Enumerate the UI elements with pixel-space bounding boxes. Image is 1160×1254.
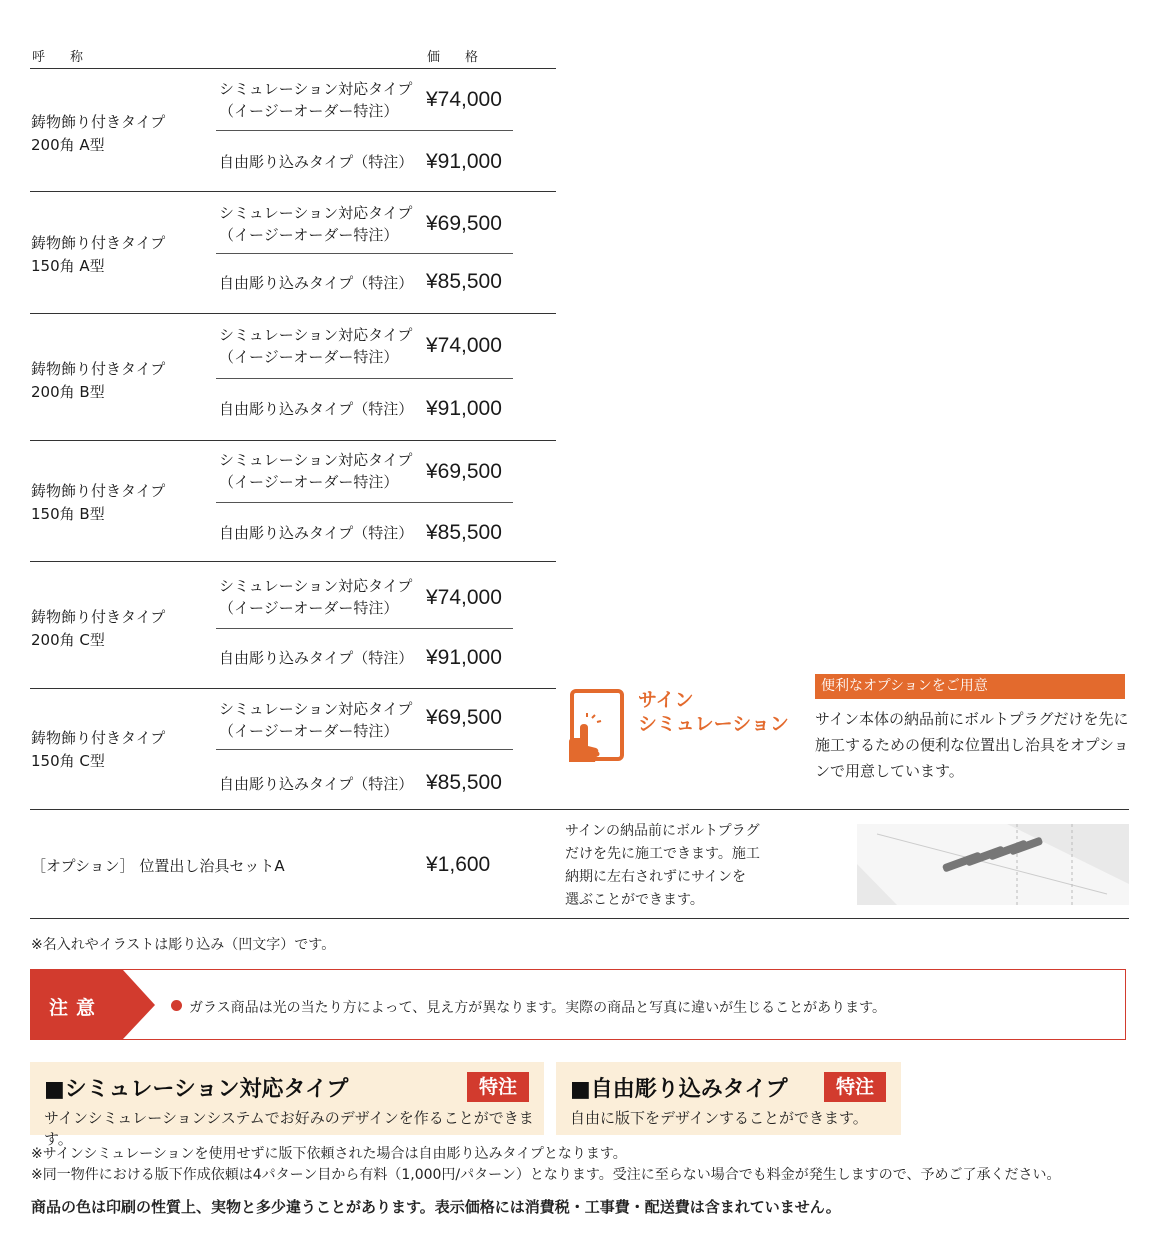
option-description: サインの納品前にボルトプラグ だけを先に施工できます。施工 納期に左右されずにサインを 選ぶことができます。 [565,823,760,908]
final-note: 商品の色は印刷の性質上、実物と多少違うことがあります。表示価格には消費税・工事費・配送費は含まれていません。 [31,1198,841,1216]
name-column-header: 呼 称 [32,50,90,65]
row-sub-divider [216,749,513,750]
product-name: 鋳物飾り付きタイプ 200角 A型 [31,113,166,154]
option-info-title: 便利なオプションをご用意 [815,674,1125,699]
option-name: ［オプション］ 位置出し治具セットA [31,857,285,875]
footnote: ※サインシミュレーションを使用せずに版下依頼された場合は自由彫り込みタイプとなります。 [31,1146,627,1162]
row-sub-divider [216,130,513,131]
option-price: ¥1,600 [426,853,491,876]
engrave-note: ※名入れやイラストは彫り込み（凹文字）です。 [31,937,336,953]
sim-price: ¥74,000 [426,334,502,357]
option-bottom-divider [30,918,1129,919]
free-type-label: 自由彫り込みタイプ（特注） [219,153,414,171]
row-sub-divider [216,253,513,254]
sim-type-label: シミュレーション対応タイプ （イージーオーダー特注） [219,204,413,244]
row-divider [30,561,556,562]
simulation-type-box [30,1062,544,1148]
free-price: ¥85,500 [426,270,502,293]
row-sub-divider [216,378,513,379]
option-top-divider [30,809,1129,810]
product-name: 鋳物飾り付きタイプ 150角 C型 [31,729,166,770]
bullet-icon [171,1000,182,1011]
sim-type-label: シミュレーション対応タイプ （イージーオーダー特注） [219,700,413,740]
tablet-touch-icon [566,688,628,764]
free-type-label: 自由彫り込みタイプ（特注） [219,400,414,418]
row-divider [30,313,556,314]
special-order-badge: 特注 [467,1072,529,1102]
sim-price: ¥74,000 [426,88,502,111]
notice-box [30,969,1126,1040]
sim-price: ¥74,000 [426,586,502,609]
option-info-text: サイン本体の納品前にボルトプラグだけを先に施工するための便利な位置出し治具をオプションで用意しています。 [815,710,1129,780]
product-name: 鋳物飾り付きタイプ 150角 A型 [31,234,166,275]
row-divider [30,688,556,689]
row-sub-divider [216,628,513,629]
sim-type-label: シミュレーション対応タイプ （イージーオーダー特注） [219,451,413,491]
footnote: ※同一物件における版下作成依頼は4パターン目から有料（1,000円/パターン）となります。受注に至らない場合でも料金が発生しますので、予めご了承ください。 [31,1167,1061,1183]
free-engrave-type-desc: 自由に版下をデザインすることができます。 [570,1109,868,1127]
notice-label: 注意 [49,997,104,1019]
product-name: 鋳物飾り付きタイプ 200角 C型 [31,608,166,649]
sim-price: ¥69,500 [426,460,502,483]
free-type-label: 自由彫り込みタイプ（特注） [219,524,414,542]
free-type-label: 自由彫り込みタイプ（特注） [219,274,414,292]
sim-price: ¥69,500 [426,706,502,729]
sim-price: ¥69,500 [426,212,502,235]
notice-text: ガラス商品は光の当たり方によって、見え方が異なります。実際の商品と写真に違いが生じることがあります。 [189,1000,887,1016]
sim-type-label: シミュレーション対応タイプ （イージーオーダー特注） [219,326,413,366]
product-name: 鋳物飾り付きタイプ 150角 B型 [31,482,166,523]
free-price: ¥91,000 [426,150,502,173]
row-divider [30,191,556,192]
sim-type-label: シミュレーション対応タイプ （イージーオーダー特注） [219,577,413,617]
free-engrave-type-title: ■自由彫り込みタイプ [570,1077,788,1102]
free-price: ¥91,000 [426,646,502,669]
sim-type-label: シミュレーション対応タイプ （イージーオーダー特注） [219,80,413,120]
free-price: ¥85,500 [426,771,502,794]
row-divider [30,440,556,441]
header-divider [30,68,556,69]
free-type-label: 自由彫り込みタイプ（特注） [219,649,414,667]
price-column-header: 価 格 [427,50,485,65]
sign-simulation-label: サイン シミュレーション [638,689,789,735]
special-order-badge: 特注 [824,1072,886,1102]
row-sub-divider [216,502,513,503]
notice-arrow-icon [123,970,155,1039]
simulation-type-title: ■シミュレーション対応タイプ [44,1077,349,1102]
option-product-photo [857,824,1129,905]
free-price: ¥85,500 [426,521,502,544]
free-type-label: 自由彫り込みタイプ（特注） [219,775,414,793]
simulation-type-desc: サインシミュレーションシステムでお好みのデザインを作ることができます。 [44,1109,534,1148]
free-engrave-type-box [556,1062,901,1135]
free-price: ¥91,000 [426,397,502,420]
product-name: 鋳物飾り付きタイプ 200角 B型 [31,360,166,401]
